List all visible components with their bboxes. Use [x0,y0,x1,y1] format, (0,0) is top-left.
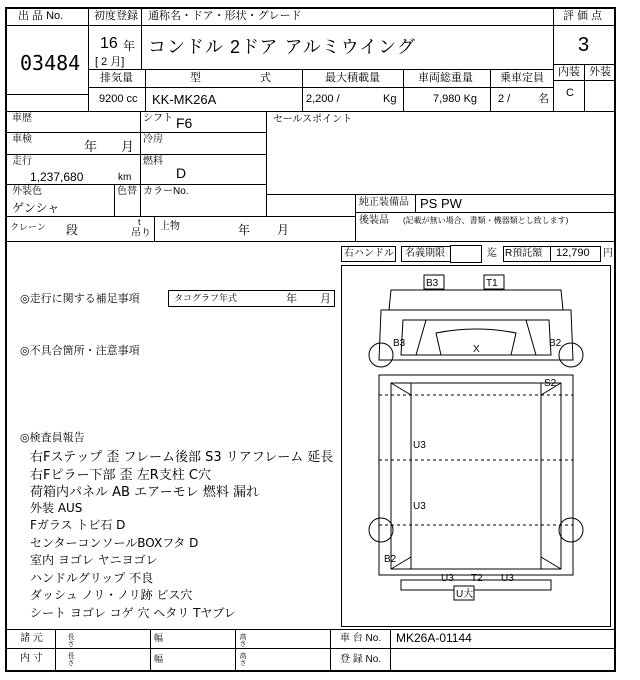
chassis-value: MK26A-01144 [396,631,472,645]
tachograph-year: 年 [286,293,297,305]
reg-label: 登 録 No. [340,654,382,665]
inspector-title: ◎検査員報告 [20,432,85,444]
naishi-label: 内 寸 [20,653,43,664]
steering: 右ハンドル [344,248,394,259]
report-line: 右Fステップ 歪 フレーム後部 S3 リアフレーム 延長 [30,450,334,465]
exterior-grade-box [584,80,616,112]
footer-div-2 [150,629,151,672]
interior-grade: C [566,87,574,99]
lot-no-label: 出 品 No. [18,10,64,22]
width-label-2: 幅 [154,654,164,664]
tachograph-month: 月 [320,293,331,305]
report-line: 荷箱内パネル AB エアーモレ 燃料 漏れ [30,485,259,500]
ext-color-value: ゲンシャ [12,201,60,215]
report-line: センターコンソールBOXフタ D [30,535,199,550]
color-code-label: カラーNo. [143,186,189,197]
report-line: 右Fピラー下部 歪 左R支柱 C穴 [30,467,211,483]
name-change-value-box [450,245,482,263]
body-install-year: 年 [238,223,251,237]
odo-kanji: 迄 [487,248,497,259]
fuel-value: D [176,165,187,181]
score: 3 [578,34,590,56]
length-label-2: 長さ [67,652,74,666]
diagram-mark: T2 [471,573,483,584]
footer-div-1 [55,629,56,672]
height-label: 高さ [239,633,246,647]
aftermarket-label: 後装品 [359,215,389,226]
capacity-label: 乗車定員 [500,72,544,84]
odometer-unit: 円 [603,248,613,259]
year-unit: 年 [123,39,136,53]
crane-hoist: 吊り [131,228,151,239]
body-install-label: 上物 [160,221,180,232]
interior-label: 内装 [558,66,580,78]
name-change-label: 名義期限 [405,248,445,259]
max-load-label: 最大積載量 [325,72,380,84]
vehicle-diagram [341,265,611,627]
displacement-value: 9200 cc [99,93,138,105]
inspection-label: 車検 [12,134,32,145]
shift-label: シフト [143,113,173,124]
gross-weight-label: 車両総重量 [418,72,473,84]
width-label: 幅 [154,633,164,643]
specs-label-row [88,69,554,88]
ac-label: 冷房 [143,134,163,145]
report-line: 外装 AUS [30,500,83,515]
first-reg-month: [ 2 月] [95,56,125,68]
footer-div-3 [235,629,236,672]
inspection-month: 月 [121,139,135,154]
diagram-mark: B2 [549,338,562,349]
diagram-mark: U3 [413,501,426,512]
first-reg-year: 16 [100,35,118,52]
diagram-mark: B3 [426,278,439,289]
grade-value: コンドル 2ドア アルミウイング [148,37,416,57]
report-line: Fガラス トビ石 D [30,518,126,532]
report-line: ダッシュ ノリ・ノリ跡 ビス穴 [30,588,193,602]
diagram-mark: U3 [413,440,426,451]
height-label-2: 高さ [239,652,246,666]
diagram-mark: U3 [441,573,454,584]
score-label: 評 価 点 [563,10,603,22]
inspection-year: 年 [84,139,98,154]
diagram-mark: S2 [544,378,557,389]
diagram-mark: X [473,344,480,355]
exterior-label: 外装 [589,66,611,78]
color-no-label: 色替 [117,186,137,197]
diagram-mark: U3 [501,573,514,584]
crane-label: クレーン [10,222,46,232]
shift-value: F6 [176,115,193,131]
diagram-mark: B3 [393,338,406,349]
chassis-label: 車 台 No. [340,633,382,644]
odometer-label: R預託額 [505,248,543,259]
mileage-note-title: ◎走行に関する補足事項 [20,293,140,305]
footer-div-5 [390,629,391,672]
mileage-value: 1,237,680 [30,170,84,184]
first-reg-label: 初度登録 [94,10,138,22]
lot-no: 03484 [20,51,81,75]
genuine-equipment-value: PS PW [420,196,462,211]
gross-weight-value: 7,980 Kg [433,93,478,105]
crane-stage: 段 [66,223,79,237]
max-load-value: 2,200 / [306,93,340,105]
capacity-value: 2 / [498,93,511,105]
body-install-box [154,216,356,242]
max-load-unit: Kg [383,93,397,105]
diagram-mark: T1 [486,278,498,289]
length-label: 長さ [67,633,74,647]
diagram-mark: B2 [384,554,397,565]
ext-color-label: 外装色 [12,186,42,197]
mileage-label: 走行 [12,156,32,167]
history-label: 車歴 [12,113,32,124]
report-line: 室内 ヨゴレ ヤニヨゴレ [30,553,158,567]
crane-t: t [138,217,141,227]
body-install-month: 月 [277,223,290,237]
grade-label: 通称名・ドア・形状・グレード [148,10,302,22]
report-line: ハンドルグリップ 不良 [30,570,154,585]
genuine-equipment-label: 純正装備品 [359,197,409,208]
tachograph-label: タコグラフ年式 [174,293,238,303]
odometer-value: 12,790 [556,247,590,259]
report-line: シート ヨゴレ コゲ 穴 ヘタリ Tヤブレ [30,605,236,620]
capacity-unit: 名 [538,93,549,105]
shoki-label: 諸 元 [20,633,43,644]
aftermarket-note: (記載が無い場合、書類・機器類とし致します) [403,216,569,225]
model-value: KK-MK26A [152,92,217,107]
diagram-mark: U大 [456,589,474,600]
footer-row-1 [5,629,616,649]
footer-div-4 [330,629,331,672]
model-label: 型 式 [190,72,300,84]
mileage-unit: km [118,172,132,183]
defects-title: ◎不具合箇所・注意事項 [20,345,140,357]
displacement-label: 排気量 [100,72,133,84]
sales-point-label: セールスポイント [273,114,353,125]
fuel-label: 燃料 [143,156,163,167]
footer-row-2 [5,648,616,672]
